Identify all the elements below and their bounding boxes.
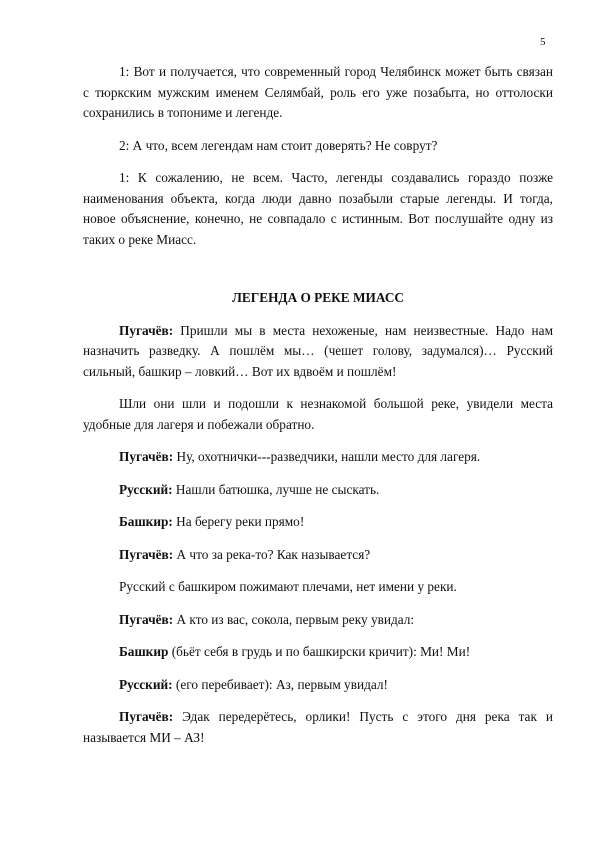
paragraph-intro-1: 1: Вот и получается, что современный город Челябинск может быть связан с тюркским мужским именем Селямбай, роль его уже позабыта, но оттолоски сохранились в топониме и легенде. [83, 64, 553, 120]
paragraph-intro-2: 2: А что, всем легендам нам стоит доверять? Не соврут? [119, 137, 438, 153]
dialogue-line [83, 321, 553, 383]
speaker-label: Пугачёв: [119, 322, 174, 338]
dialogue-line [83, 512, 553, 533]
dialogue-line [83, 545, 553, 566]
dialogue-text: На берегу реки прямо! [172, 514, 305, 529]
dialogue-line [83, 642, 553, 663]
dialogue-text: Пришли мы в места нехоженые, нам неизвестные. Надо нам назначить разведку. А пошлём мы… (чешет голову, задумался)… Русский сильный, башкир – ловкий… Вот их вдвоём и пошлём! [83, 322, 553, 379]
section-heading: ЛЕГЕНДА О РЕКЕ МИАСС [231, 290, 405, 305]
speaker-label: Пугачёв: [119, 546, 174, 562]
dialogue-line [83, 480, 553, 501]
speaker-label: Пугачёв: [119, 709, 174, 724]
speaker-label: Пугачёв: [119, 449, 174, 464]
speaker-label: Русский: [119, 676, 173, 692]
dialogue-line [83, 447, 553, 468]
dialogue-text: (его перебивает): Аз, первым увидал! [172, 676, 388, 692]
narration-line [83, 577, 553, 598]
speaker-label: Пугачёв: [119, 611, 174, 627]
dialogue-line [83, 675, 553, 696]
document-body [83, 62, 553, 760]
paragraph-intro-3: 1: К сожалению, не всем. Часто, легенды создавались гораздо позже наименования объекта, когда люди давно позабыли старые легенды. И тогда, новое объяснение, конечно, не совпадало с истинным. Вот послушайте одну из таких о реке Миасс. [83, 170, 553, 247]
dialogue-line [83, 707, 553, 748]
page-number: 5 [540, 36, 546, 48]
dialogue-text: А что за река-то? Как называется? [173, 546, 371, 562]
narration-text: Русский с башкиром пожимают плечами, нет имени у реки. [119, 579, 457, 594]
dialogue-text: Эдак передерётесь, орлики! Пусть с этого дня река так и называется МИ – АЗ! [83, 709, 553, 745]
dialogue-text: (бьёт себя в грудь и по башкирски кричит): Ми! Ми! [168, 644, 471, 659]
speaker-label: Башкир [119, 644, 169, 659]
dialogue-line [83, 610, 553, 631]
speaker-label: Русский: [119, 481, 173, 497]
speaker-label: Башкир: [119, 514, 173, 529]
narration-text: Шли они шли и подошли к незнакомой большой реке, увидели места удобные для лагеря и побежали обратно. [83, 396, 553, 432]
dialogue-text: Ну, охотнички---разведчики, нашли место для лагеря. [173, 449, 481, 464]
narration-line [83, 394, 553, 435]
dialogue-text: Нашли батюшка, лучше не сыскать. [172, 481, 380, 497]
dialogue-text: А кто из вас, сокола, первым реку увидал: [173, 611, 415, 627]
